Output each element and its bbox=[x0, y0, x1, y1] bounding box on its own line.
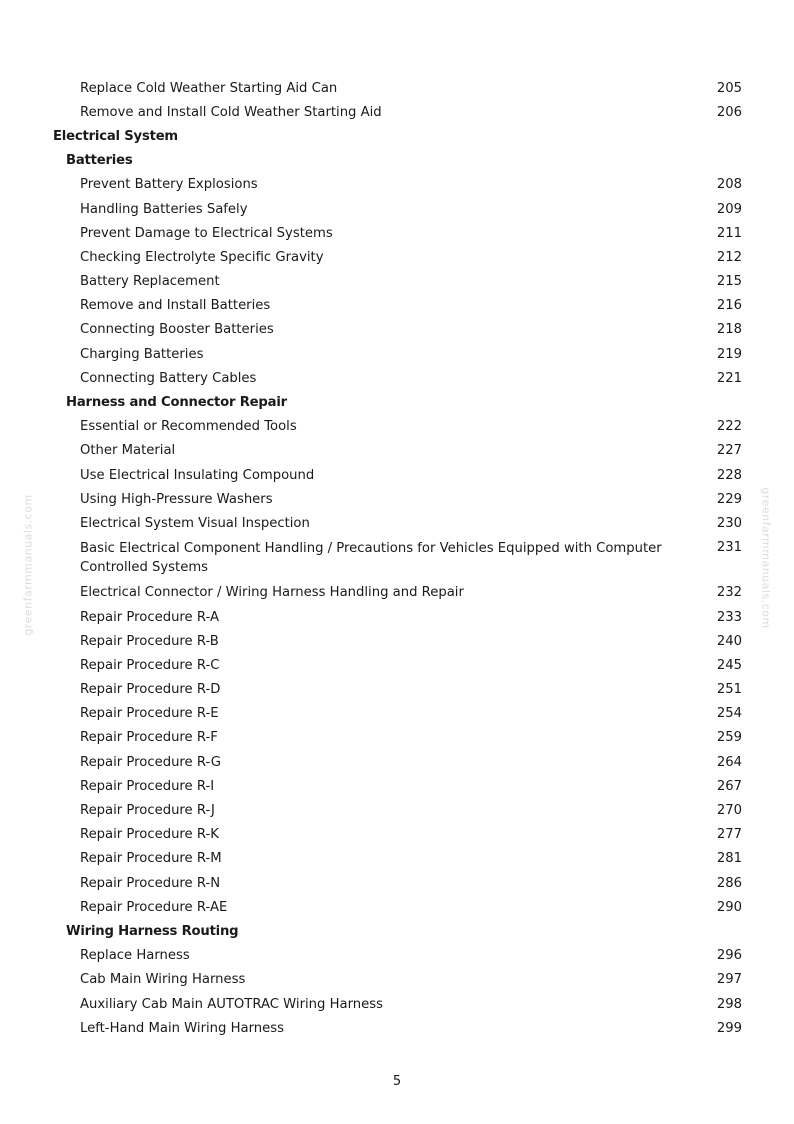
toc-entry-page: 277 bbox=[716, 827, 742, 843]
toc-entry[interactable] bbox=[0, 871, 794, 895]
watermark-right: greenfarmmanuals.com bbox=[759, 487, 773, 629]
toc-entry-page: 259 bbox=[716, 730, 742, 746]
toc-entry-title: Cab Main Wiring Harness bbox=[80, 972, 246, 988]
toc-entry[interactable] bbox=[0, 702, 794, 726]
toc-entry[interactable] bbox=[0, 294, 794, 318]
toc-entry-title: Essential or Recommended Tools bbox=[80, 419, 297, 435]
toc-entry-page: 297 bbox=[716, 972, 742, 988]
toc-entry-page: 245 bbox=[716, 657, 742, 673]
toc-entry[interactable] bbox=[0, 968, 794, 992]
toc-entry-title: Wiring Harness Routing bbox=[66, 923, 239, 939]
toc-entry-title: Repair Procedure R-J bbox=[80, 803, 215, 819]
toc-entry[interactable] bbox=[0, 992, 794, 1016]
toc-section-heading[interactable] bbox=[0, 919, 794, 943]
toc-entry-title: Checking Electrolyte Specific Gravity bbox=[80, 249, 324, 265]
toc-entry-title: Batteries bbox=[66, 153, 133, 169]
toc-entry-page: 222 bbox=[716, 419, 742, 435]
toc-entry-page: 206 bbox=[716, 104, 742, 120]
toc-entry-title: Repair Procedure R-A bbox=[80, 609, 219, 625]
toc-entry-page: 215 bbox=[716, 274, 742, 290]
toc-entry[interactable] bbox=[0, 318, 794, 342]
toc-entry-page: 228 bbox=[716, 467, 742, 483]
toc-entry-title: Left-Hand Main Wiring Harness bbox=[80, 1020, 284, 1036]
toc-section-heading[interactable] bbox=[0, 149, 794, 173]
toc-entry[interactable] bbox=[0, 197, 794, 221]
toc-entry-title: Remove and Install Cold Weather Starting Aid bbox=[80, 104, 382, 120]
toc-entry[interactable] bbox=[0, 726, 794, 750]
toc-entry-title: Repair Procedure R-D bbox=[80, 682, 221, 698]
toc-entry-title: Replace Cold Weather Starting Aid Can bbox=[80, 80, 338, 96]
toc-entry[interactable] bbox=[0, 750, 794, 774]
toc-entry-page: 219 bbox=[716, 346, 742, 362]
toc-entry-title: Basic Electrical Component Handling / Precautions for Vehicles Equipped with Computer Controlled Systems bbox=[80, 541, 662, 576]
toc-entry-title: Repair Procedure R-C bbox=[80, 657, 220, 673]
toc-entry-page: 231 bbox=[716, 540, 742, 556]
toc-entry-title: Electrical System bbox=[53, 128, 178, 144]
toc-entry-title: Other Material bbox=[80, 443, 176, 459]
toc-entry-title: Repair Procedure R-G bbox=[80, 754, 221, 770]
toc-entry-page: 299 bbox=[716, 1020, 742, 1036]
toc-entry[interactable] bbox=[0, 511, 794, 535]
toc-entry-title: Prevent Damage to Electrical Systems bbox=[80, 225, 333, 241]
toc-entry-title: Repair Procedure R-AE bbox=[80, 899, 228, 915]
toc-entry[interactable] bbox=[0, 678, 794, 702]
toc-entry-page: 216 bbox=[716, 298, 742, 314]
toc-entry-title: Harness and Connector Repair bbox=[66, 395, 287, 411]
toc-entry-page: 254 bbox=[716, 706, 742, 722]
toc-entry[interactable] bbox=[0, 895, 794, 919]
toc-entry-page: 251 bbox=[716, 682, 742, 698]
toc-entry[interactable] bbox=[0, 823, 794, 847]
toc-entry-title: Repair Procedure R-B bbox=[80, 633, 219, 649]
toc-entry[interactable] bbox=[0, 463, 794, 487]
toc-entry-page: 212 bbox=[716, 249, 742, 265]
toc-entry[interactable] bbox=[0, 245, 794, 269]
toc-entry-title: Using High-Pressure Washers bbox=[80, 491, 273, 507]
toc-entry[interactable] bbox=[0, 605, 794, 629]
toc-entry-page: 281 bbox=[716, 851, 742, 867]
toc-entry-page: 290 bbox=[716, 899, 742, 915]
toc-entry[interactable] bbox=[0, 629, 794, 653]
toc-entry[interactable] bbox=[0, 487, 794, 511]
toc-entry-page: 230 bbox=[716, 515, 742, 531]
table-of-contents bbox=[0, 76, 794, 1040]
toc-entry-title: Prevent Battery Explosions bbox=[80, 177, 258, 193]
toc-entry-title: Connecting Booster Batteries bbox=[80, 322, 274, 338]
toc-entry[interactable] bbox=[0, 1016, 794, 1040]
toc-entry-title: Charging Batteries bbox=[80, 346, 204, 362]
toc-entry-page: 221 bbox=[716, 370, 742, 386]
toc-entry[interactable] bbox=[0, 173, 794, 197]
toc-entry-page: 229 bbox=[716, 491, 742, 507]
toc-entry-page: 298 bbox=[716, 996, 742, 1012]
toc-entry-page: 233 bbox=[716, 609, 742, 625]
toc-entry[interactable] bbox=[0, 774, 794, 798]
toc-entry-title: Handling Batteries Safely bbox=[80, 201, 248, 217]
toc-entry-title: Electrical Connector / Wiring Harness Handling and Repair bbox=[80, 585, 464, 601]
toc-entry-title: Repair Procedure R-K bbox=[80, 827, 219, 843]
toc-section-heading[interactable] bbox=[0, 124, 794, 148]
toc-entry-page: 286 bbox=[716, 875, 742, 891]
page-number: 5 bbox=[392, 1074, 402, 1089]
toc-entry-page: 264 bbox=[716, 754, 742, 770]
toc-entry[interactable] bbox=[0, 366, 794, 390]
toc-entry[interactable] bbox=[0, 270, 794, 294]
watermark-left: greenfarmmanuals.com bbox=[21, 494, 35, 636]
toc-section-heading[interactable] bbox=[0, 390, 794, 414]
toc-entry[interactable] bbox=[0, 798, 794, 822]
toc-entry-title: Connecting Battery Cables bbox=[80, 370, 257, 386]
toc-entry-page: 227 bbox=[716, 443, 742, 459]
toc-entry-page: 240 bbox=[716, 633, 742, 649]
toc-entry-title: Repair Procedure R-E bbox=[80, 706, 219, 722]
toc-entry-title: Use Electrical Insulating Compound bbox=[80, 467, 315, 483]
toc-entry[interactable] bbox=[0, 581, 794, 605]
toc-entry-page: 218 bbox=[716, 322, 742, 338]
toc-entry[interactable] bbox=[0, 76, 794, 100]
toc-entry[interactable] bbox=[0, 221, 794, 245]
toc-entry-title: Remove and Install Batteries bbox=[80, 298, 271, 314]
toc-entry-page: 296 bbox=[716, 948, 742, 964]
toc-entry-title: Electrical System Visual Inspection bbox=[80, 515, 310, 531]
toc-entry-title: Repair Procedure R-M bbox=[80, 851, 222, 867]
toc-entry[interactable] bbox=[0, 944, 794, 968]
toc-entry-page: 232 bbox=[716, 585, 742, 601]
toc-entry-page: 211 bbox=[716, 225, 742, 241]
toc-entry-page: 205 bbox=[716, 80, 742, 96]
toc-entry-title: Repair Procedure R-F bbox=[80, 730, 218, 746]
toc-entry-page: 209 bbox=[716, 201, 742, 217]
toc-entry-page: 270 bbox=[716, 803, 742, 819]
toc-entry-title: Battery Replacement bbox=[80, 274, 220, 290]
toc-entry-page: 267 bbox=[716, 778, 742, 794]
toc-entry[interactable] bbox=[0, 439, 794, 463]
toc-entry-title: Replace Harness bbox=[80, 948, 190, 964]
toc-entry[interactable] bbox=[0, 847, 794, 871]
toc-entry-title: Repair Procedure R-I bbox=[80, 778, 215, 794]
toc-entry[interactable] bbox=[0, 342, 794, 366]
toc-entry[interactable] bbox=[0, 100, 794, 124]
toc-entry-page: 208 bbox=[716, 177, 742, 193]
toc-entry-title: Auxiliary Cab Main AUTOTRAC Wiring Harness bbox=[80, 996, 384, 1012]
toc-entry[interactable] bbox=[0, 536, 794, 581]
toc-entry-title: Repair Procedure R-N bbox=[80, 875, 221, 891]
toc-entry[interactable] bbox=[0, 653, 794, 677]
toc-entry[interactable] bbox=[0, 415, 794, 439]
